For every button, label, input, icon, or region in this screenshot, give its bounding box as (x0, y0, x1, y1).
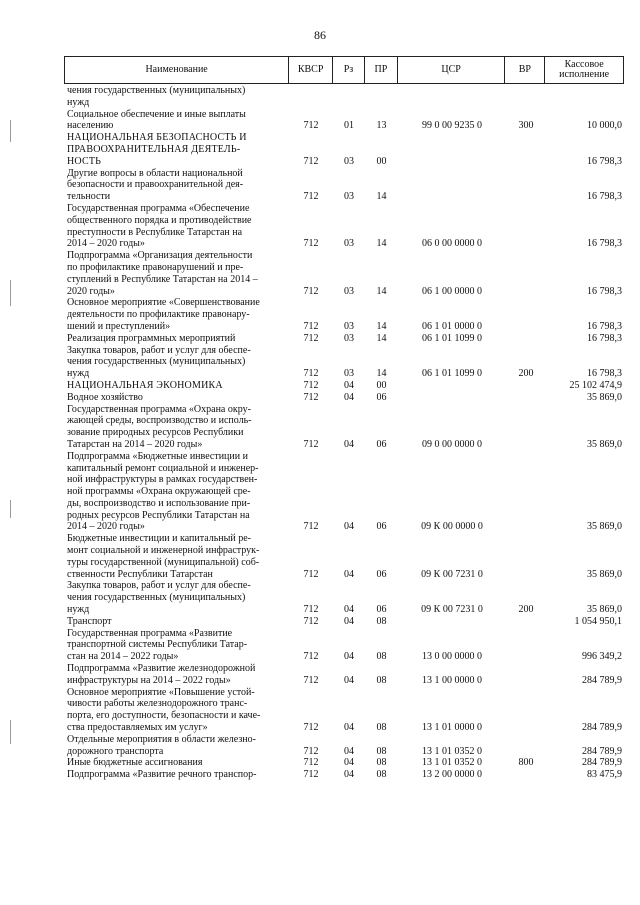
cell-sum: 284 789,9 (582, 757, 622, 769)
cell-kvsr: 712 (303, 191, 319, 203)
row-name (64, 533, 289, 580)
cell-kvsr: 712 (303, 438, 319, 450)
row-name-line: Основное мероприятие «Повышение устой- (67, 686, 255, 698)
table-row (64, 628, 624, 663)
cell-vr: 200 (518, 368, 534, 380)
row-name (64, 616, 289, 628)
row-name-line: по профилактике правонарушений и пре- (67, 261, 244, 273)
header-name: Наименование (65, 57, 289, 83)
row-name-line: чивости работы железнодорожного транс- (67, 698, 248, 710)
cell-csr: 06 1 01 1099 0 (422, 368, 482, 380)
table-row (64, 757, 624, 769)
cell-kvsr: 712 (303, 120, 319, 132)
row-name (64, 628, 289, 663)
row-name-line: Подпрограмма «Бюджетные инвестиции и (67, 450, 248, 462)
row-name (64, 132, 289, 167)
cell-pr: 14 (376, 238, 387, 250)
row-name-line: шений и преступлений» (67, 320, 171, 332)
cell-pr: 13 (376, 120, 387, 132)
cell-csr: 13 1 01 0352 0 (422, 745, 482, 757)
table-row (64, 769, 624, 781)
cell-kvsr: 712 (303, 568, 319, 580)
scan-margin-marks (10, 80, 20, 860)
table-row (64, 380, 624, 392)
row-name-line: Реализация программных мероприятий (67, 332, 236, 344)
cell-pr: 08 (376, 769, 387, 781)
cell-sum: 16 798,3 (587, 320, 622, 332)
row-name-line: монт социальной и инженерной инфраструк- (67, 545, 260, 557)
cell-csr: 06 1 01 1099 0 (422, 332, 482, 344)
row-name-line: 2014 – 2020 годы» (67, 521, 145, 533)
cell-sum: 16 798,3 (587, 285, 622, 297)
row-name-line: Государственная программа «Обеспечение (67, 202, 250, 214)
table-row (64, 404, 624, 451)
row-name-line: ды, воспроизводство и использование при- (67, 497, 251, 509)
row-name-line: Закупка товаров, работ и услуг для обеспе- (67, 344, 251, 356)
cell-kvsr: 712 (303, 674, 319, 686)
cell-rz: 03 (344, 320, 354, 332)
cell-sum: 1 054 950,1 (574, 615, 622, 627)
cell-sum: 284 789,9 (582, 674, 622, 686)
cell-vr: 800 (518, 757, 534, 769)
cell-csr: 09 0 00 0000 0 (422, 438, 482, 450)
row-name-line: стан на 2014 – 2022 годы» (67, 651, 179, 663)
cell-rz: 03 (344, 191, 354, 203)
header-kvsr: КВСР (289, 57, 333, 83)
row-name-line: Государственная программа «Охрана окру- (67, 403, 251, 415)
cell-rz: 04 (344, 722, 354, 734)
table-row (64, 132, 624, 167)
row-name-line: Основное мероприятие «Совершенствование (67, 297, 260, 309)
cell-sum: 83 475,9 (587, 769, 622, 781)
scan-mark (10, 120, 11, 142)
row-name-line: тельности (67, 191, 111, 203)
table-row (64, 250, 624, 297)
row-name-line: Подпрограмма «Организация деятельности (67, 250, 253, 262)
row-name (64, 769, 289, 781)
row-name (64, 392, 289, 404)
cell-pr: 14 (376, 320, 387, 332)
cell-sum: 16 798,3 (587, 238, 622, 250)
cell-kvsr: 712 (303, 320, 319, 332)
row-name-line: Иные бюджетные ассигнования (67, 757, 203, 769)
row-name (64, 333, 289, 345)
cell-kvsr: 712 (303, 332, 319, 344)
cell-csr: 06 1 00 0000 0 (422, 285, 482, 297)
row-name-line: чения государственных (муниципальных) (67, 85, 246, 96)
cell-rz: 04 (344, 379, 354, 391)
scan-mark (10, 500, 11, 518)
cell-sum: 16 798,3 (587, 155, 622, 167)
row-name-line: зование природных ресурсов Республики (67, 427, 244, 439)
header-rz: Рз (333, 57, 365, 83)
cell-rz: 04 (344, 745, 354, 757)
cell-csr: 13 1 01 0352 0 (422, 757, 482, 769)
row-name (64, 168, 289, 203)
row-name-line: Социальное обеспечение и иные выплаты (67, 108, 246, 120)
cell-rz: 04 (344, 615, 354, 627)
row-name-line: жающей среды, воспроизводство и исполь- (67, 415, 252, 427)
cell-rz: 03 (344, 155, 354, 167)
cell-csr: 13 0 00 0000 0 (422, 651, 482, 663)
cell-csr: 13 1 01 0000 0 (422, 722, 482, 734)
cell-rz: 04 (344, 604, 354, 616)
row-name-line: ступлений в Республике Татарстан на 2014 – (67, 273, 258, 285)
row-name-line: чения государственных (муниципальных) (67, 356, 246, 368)
row-name (64, 451, 289, 534)
cell-rz: 04 (344, 568, 354, 580)
cell-csr: 09 К 00 0000 0 (421, 521, 483, 533)
cell-sum: 35 869,0 (587, 391, 622, 403)
cell-rz: 04 (344, 521, 354, 533)
row-name-line: НАЦИОНАЛЬНАЯ БЕЗОПАСНОСТЬ И (67, 132, 247, 144)
row-name-line: Государственная программа «Развитие (67, 627, 233, 639)
cell-csr: 99 0 00 9235 0 (422, 120, 482, 132)
header-sum: Кассовое исполнение (559, 58, 610, 80)
cell-sum: 996 349,2 (582, 651, 622, 663)
row-name-line: 2014 – 2020 годы» (67, 238, 145, 250)
row-name-line: ной программы «Охрана окружающей сре- (67, 486, 251, 498)
row-name-line: туры государственной (муниципальной) соб- (67, 556, 260, 568)
cell-kvsr: 712 (303, 391, 319, 403)
table-row (64, 663, 624, 687)
row-name-line: нужд (67, 368, 90, 380)
cell-sum: 35 869,0 (587, 521, 622, 533)
row-name (64, 580, 289, 615)
table-row (64, 580, 624, 615)
cell-pr: 00 (376, 379, 387, 391)
header-pr: ПР (365, 57, 398, 83)
row-name-line: ственности Республики Татарстан (67, 568, 213, 580)
cell-pr: 08 (376, 651, 387, 663)
row-name-line: нужд (67, 604, 90, 616)
cell-rz: 03 (344, 332, 354, 344)
row-name-line: чения государственных (муниципальных) (67, 592, 246, 604)
cell-pr: 08 (376, 722, 387, 734)
row-name-line: ства предоставляемых им услуг» (67, 722, 208, 734)
table-row (64, 734, 624, 758)
row-name-line: Подпрограмма «Развитие речного транспор- (67, 769, 257, 781)
row-name-line: Подпрограмма «Развитие железнодорожной (67, 663, 256, 675)
cell-rz: 04 (344, 391, 354, 403)
row-name-line: Транспорт (67, 615, 112, 627)
row-name-line: НАЦИОНАЛЬНАЯ ЭКОНОМИКА (67, 379, 223, 391)
cell-pr: 14 (376, 332, 387, 344)
row-name (64, 734, 289, 758)
cell-kvsr: 712 (303, 615, 319, 627)
cell-sum: 25 102 474,9 (569, 379, 622, 391)
cell-kvsr: 712 (303, 521, 319, 533)
cell-pr: 14 (376, 191, 387, 203)
row-name-line: Другие вопросы в области национальной (67, 167, 243, 179)
row-name-line: общественного порядка и противодействие (67, 214, 252, 226)
cell-kvsr: 712 (303, 604, 319, 616)
cell-pr: 08 (376, 757, 387, 769)
cell-csr: 13 1 00 0000 0 (422, 674, 482, 686)
row-name-line: транспортной системы Республики Татар- (67, 639, 248, 651)
row-name-line: деятельности по профилактике правонару- (67, 309, 250, 321)
cell-csr: 06 0 00 0000 0 (422, 238, 482, 250)
cell-rz: 03 (344, 368, 354, 380)
cell-sum: 16 798,3 (587, 332, 622, 344)
row-name-line: Закупка товаров, работ и услуг для обеспе- (67, 580, 251, 592)
cell-sum: 16 798,3 (587, 368, 622, 380)
header-csr: ЦСР (398, 57, 506, 83)
row-name (64, 663, 289, 687)
cell-pr: 06 (376, 568, 387, 580)
cell-vr: 200 (518, 604, 534, 616)
cell-pr: 08 (376, 615, 387, 627)
cell-csr: 09 К 00 7231 0 (421, 604, 483, 616)
row-name (64, 250, 289, 297)
cell-pr: 06 (376, 391, 387, 403)
row-name-line: населению (67, 120, 114, 132)
cell-rz: 04 (344, 438, 354, 450)
table-row (64, 451, 624, 534)
row-name (64, 203, 289, 250)
cell-rz: 04 (344, 674, 354, 686)
row-name (64, 687, 289, 734)
cell-kvsr: 712 (303, 238, 319, 250)
row-name-line: Водное хозяйство (67, 391, 143, 403)
table-body (64, 85, 624, 781)
cell-vr: 300 (518, 120, 534, 132)
cell-pr: 06 (376, 604, 387, 616)
cell-kvsr: 712 (303, 285, 319, 297)
row-name-line: дорожного транспорта (67, 745, 164, 757)
table-row (64, 168, 624, 203)
row-name-line: Отдельные мероприятия в области железно- (67, 733, 256, 745)
row-name (64, 380, 289, 392)
cell-rz: 03 (344, 285, 354, 297)
table-row (64, 109, 624, 133)
cell-kvsr: 712 (303, 769, 319, 781)
cell-pr: 08 (376, 674, 387, 686)
cell-rz: 04 (344, 769, 354, 781)
header-vr: ВР (505, 57, 545, 83)
cell-pr: 08 (376, 745, 387, 757)
row-name (64, 109, 289, 133)
row-name-line: безопасности и правоохранительной дея- (67, 179, 244, 191)
table-row (64, 392, 624, 404)
row-name-line: капитальный ремонт социальной и инженер- (67, 462, 259, 474)
row-name-line: 2020 годы» (67, 285, 115, 297)
cell-sum: 16 798,3 (587, 191, 622, 203)
row-name-line: инфраструктуры на 2014 – 2022 годы» (67, 674, 231, 686)
cell-kvsr: 712 (303, 745, 319, 757)
row-name-line: ПРАВООХРАНИТЕЛЬНАЯ ДЕЯТЕЛЬ- (67, 143, 241, 155)
table-row (64, 85, 624, 109)
row-name (64, 757, 289, 769)
cell-kvsr: 712 (303, 722, 319, 734)
row-name-line: Бюджетные инвестиции и капитальный ре- (67, 533, 251, 545)
cell-pr: 06 (376, 438, 387, 450)
cell-kvsr: 712 (303, 651, 319, 663)
cell-sum: 35 869,0 (587, 568, 622, 580)
cell-sum: 284 789,9 (582, 745, 622, 757)
cell-csr: 13 2 00 0000 0 (422, 769, 482, 781)
cell-sum: 35 869,0 (587, 438, 622, 450)
table-row (64, 297, 624, 332)
table-row (64, 203, 624, 250)
row-name (64, 297, 289, 332)
row-name-line: порта, его доступности, безопасности и каче- (67, 710, 261, 722)
table-row (64, 616, 624, 628)
cell-pr: 14 (376, 368, 387, 380)
cell-kvsr: 712 (303, 379, 319, 391)
cell-pr: 06 (376, 521, 387, 533)
cell-sum: 284 789,9 (582, 722, 622, 734)
cell-rz: 01 (344, 120, 354, 132)
cell-csr: 06 1 01 0000 0 (422, 320, 482, 332)
cell-rz: 03 (344, 238, 354, 250)
page-number: 86 (314, 28, 326, 42)
row-name-line: родных ресурсов Республики Татарстан на (67, 509, 250, 521)
table-row (64, 345, 624, 380)
scan-mark (10, 280, 11, 306)
row-name-line: НОСТЬ (67, 155, 102, 167)
cell-rz: 04 (344, 757, 354, 769)
row-name-line: нужд (67, 96, 90, 108)
cell-pr: 14 (376, 285, 387, 297)
row-name (64, 345, 289, 380)
cell-rz: 04 (344, 651, 354, 663)
table-row (64, 687, 624, 734)
table-row (64, 333, 624, 345)
cell-kvsr: 712 (303, 155, 319, 167)
row-name (64, 404, 289, 451)
cell-pr: 00 (376, 155, 387, 167)
cell-sum: 35 869,0 (587, 604, 622, 616)
cell-csr: 09 К 00 7231 0 (421, 568, 483, 580)
table-header (64, 56, 624, 84)
row-name (64, 85, 289, 109)
cell-sum: 10 000,0 (587, 120, 622, 132)
row-name-line: преступности в Республике Татарстан на (67, 226, 243, 238)
scan-mark (10, 720, 11, 744)
cell-kvsr: 712 (303, 757, 319, 769)
row-name-line: ной инфраструктуры в рамках государствен- (67, 474, 258, 486)
table-row (64, 533, 624, 580)
row-name-line: Татарстан на 2014 – 2020 годы» (67, 438, 203, 450)
cell-kvsr: 712 (303, 368, 319, 380)
